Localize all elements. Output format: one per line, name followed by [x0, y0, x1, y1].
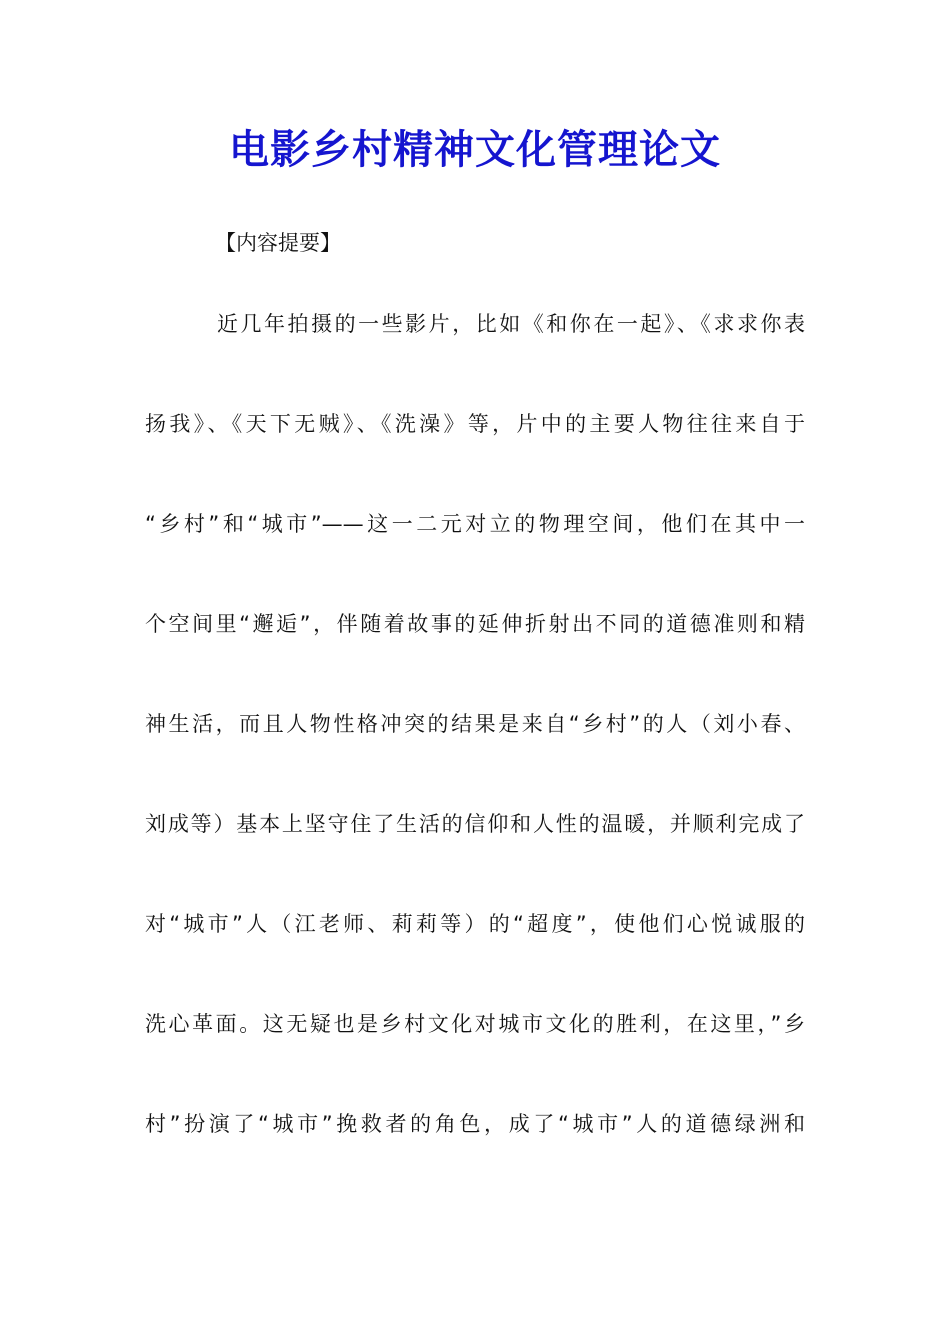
abstract-body — [145, 308, 805, 1208]
paragraph-line: “乡村”和“城市”——这一二元对立的物理空间，他们在其中一 — [145, 512, 805, 536]
paragraph-line: 近几年拍摄的一些影片，比如《和你在一起》、《求求你表 — [217, 312, 805, 336]
document-title: 电影乡村精神文化管理论文 — [229, 126, 721, 173]
paragraph-line: 村”扮演了“城市”挽救者的角色，成了“城市”人的道德绿洲和 — [145, 1112, 805, 1136]
paragraph-line: 个空间里“邂逅”，伴随着故事的延伸折射出不同的道德准则和精 — [145, 612, 805, 636]
section-label-abstract: 【内容提要】 — [215, 231, 341, 255]
paragraph-line: 洗心革面。这无疑也是乡村文化对城市文化的胜利，在这里，”乡 — [145, 1012, 805, 1036]
paragraph-line: 刘成等）基本上坚守住了生活的信仰和人性的温暖，并顺利完成了 — [145, 812, 805, 836]
paragraph-line: 扬我》、《天下无贼》、《洗澡》等，片中的主要人物往往来自于 — [145, 412, 805, 436]
paragraph-line: 神生活，而且人物性格冲突的结果是来自“乡村”的人（刘小春、 — [145, 712, 805, 736]
paragraph-line: 对“城市”人（江老师、莉莉等）的“超度”，使他们心悦诚服的 — [145, 912, 805, 936]
